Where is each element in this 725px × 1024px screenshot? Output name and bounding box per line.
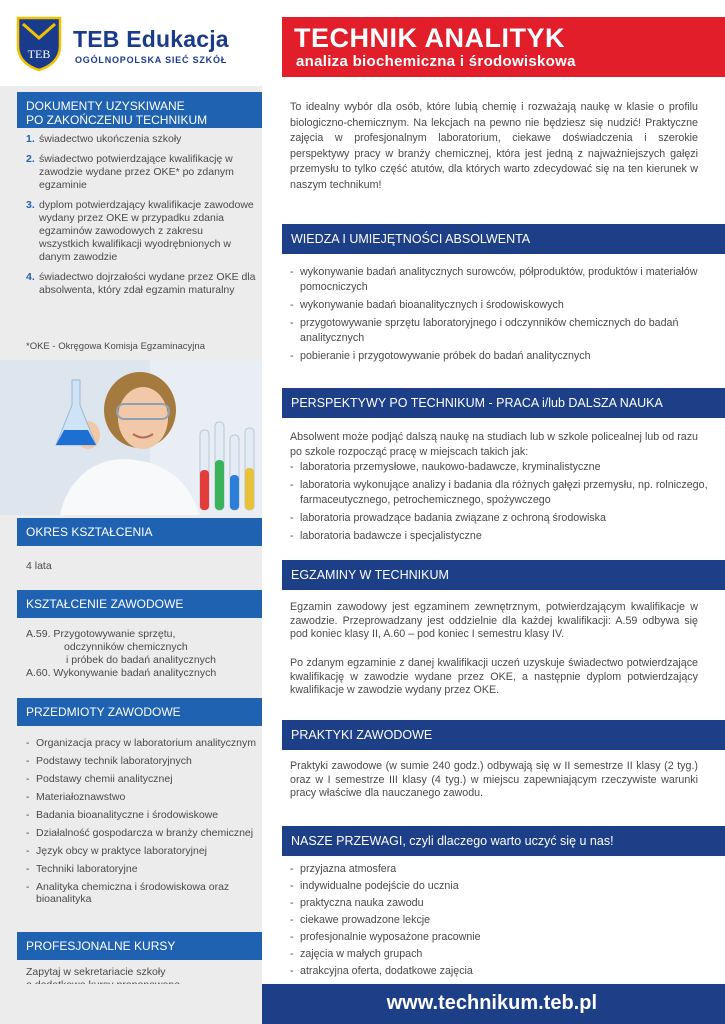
przewagi-heading: NASZE PRZEWAGI, czyli dlaczego warto uczyć się u nas! <box>282 826 725 856</box>
ksztalcenie-content <box>26 628 258 680</box>
title-band <box>282 17 725 77</box>
wiedza-list <box>290 265 710 367</box>
page-subtitle: analiza biochemiczna i środowiskowa <box>296 53 576 70</box>
logo-text: TEB <box>27 47 51 61</box>
list-item: 3. dyplom potwierdzający kwalifikacje zawodowe wydany przez OKE w przypadku zdania egzaminów zawodowych z zakresu wszystkich kwalifikacji wyodrębnionych w danym zawodzie <box>26 199 254 263</box>
perspektywy-heading: PERSPEKTYWY PO TECHNIKUM - PRACA i/lub DALSZA NAUKA <box>282 388 725 418</box>
list-item: - atrakcyjna oferta, dodatkowe zajęcia <box>290 964 710 979</box>
list-item: - laboratoria wykonujące analizy i badania dla różnych gałęzi przemysłu, np. rolniczego, farmaceutycznego, petrochemicznego, spożywczego <box>290 478 710 508</box>
egzaminy-heading: EGZAMINY W TECHNIKUM <box>282 560 725 590</box>
praktyki-heading: PRAKTYKI ZAWODOWE <box>282 720 725 750</box>
list-item: - profesjonalnie wyposażone pracownie <box>290 930 710 945</box>
egzaminy-paragraph-2: Po zdanym egzaminie z danej kwalifikacji uczeń uzyskuje świadectwo potwierdzające kwalifikację w zawodzie wydane przez OKE, a następnie dyplom potwierdzający kwalifikacje w zawodzie wydany przez OKE. <box>290 657 698 696</box>
egzaminy-paragraph-1: Egzamin zawodowy jest egzaminem zewnętrznym, potwierdzającym kwalifikacje w zawodzie. Przeprowadzany jest oddzielnie dla każdej kwalifikacji: A.59 odbywa się pod koniec klasy II, A.60 – pod koniec I semestru klasy IV. <box>290 601 698 640</box>
documents-heading-line1: DOKUMENTY UZYSKIWANE <box>26 99 185 113</box>
list-item: - Analityka chemiczna i środowiskowa oraz bioanalityka <box>26 881 258 905</box>
lab-scientist-illustration <box>0 360 262 515</box>
przedmioty-heading: PRZEDMIOTY ZAWODOWE <box>17 698 262 726</box>
website-link[interactable]: www.technikum.teb.pl <box>386 992 597 1014</box>
brand-name: TEB Edukacja <box>73 26 229 52</box>
list-item: - Język obcy w praktyce laboratoryjnej <box>26 845 258 857</box>
list-item: - praktyczna nauka zawodu <box>290 896 710 911</box>
list-item: - Działalność gospodarcza w branży chemicznej <box>26 827 258 839</box>
lab-photo <box>0 360 262 515</box>
list-item: - Techniki laboratoryjne <box>26 863 258 875</box>
list-item: - indywidualne podejście do ucznia <box>290 879 710 894</box>
list-item: - wykonywanie badań analitycznych surowców, półproduktów, produktów i materiałów pomocniczych <box>290 265 710 295</box>
brand-subtitle: OGÓLNOPOLSKA SIEĆ SZKÓŁ <box>75 55 228 65</box>
list-item: - wykonywanie badań bioanalitycznych i środowiskowych <box>290 298 710 313</box>
list-item: - Organizacja pracy w laboratorium analitycznym <box>26 737 258 749</box>
list-item: - przygotowywanie sprzętu laboratoryjnego i odczynników chemicznych do badań analitycznych <box>290 316 710 346</box>
kursy-line1: Zapytaj w sekretariacie szkoły <box>26 966 166 978</box>
qualification-a59-line2: odczynników chemicznych <box>64 641 188 653</box>
wiedza-heading: WIEDZA I UMIEJĘTNOŚCI ABSOLWENTA <box>282 224 725 254</box>
list-item: - ciekawe prowadzone lekcje <box>290 913 710 928</box>
list-item: - pobieranie i przygotowywanie próbek do badań analitycznych <box>290 349 710 364</box>
list-item: - laboratoria badawcze i specjalistyczne <box>290 529 710 544</box>
documents-heading-line2: PO ZAKOŃCZENIU TECHNIKUM <box>26 113 208 127</box>
kursy-heading: PROFESJONALNE KURSY <box>17 932 262 960</box>
shield-logo-icon <box>15 16 63 72</box>
list-item: 1. świadectwo ukończenia szkoły <box>26 133 182 145</box>
documents-list <box>26 133 256 304</box>
list-item: - laboratoria przemysłowe, naukowo-badawcze, kryminalistyczne <box>290 460 710 475</box>
logo[interactable] <box>15 16 265 76</box>
footer <box>262 984 725 1024</box>
header <box>0 0 725 86</box>
list-item: 2. świadectwo potwierdzające kwalifikację w zawodzie wydane przez OKE* po zdanym egzaminie <box>26 153 234 191</box>
perspektywy-intro: Absolwent może podjąć dalszą naukę na studiach lub w szkole policealnej lub od razu po szkole rozpocząć pracę w miejscach takich jak: <box>290 431 698 458</box>
page-title: TECHNIK ANALITYK <box>294 23 565 53</box>
perspektywy-list <box>290 460 710 547</box>
list-item: 4. świadectwo dojrzałości wydane przez OKE dla absolwenta, który zdał egzamin maturalny <box>26 271 256 296</box>
list-item: - Podstawy chemii analitycznej <box>26 773 258 785</box>
qualification-a60: A.60. Wykonywanie badań analitycznych <box>26 667 217 679</box>
list-item: - Podstawy technik laboratoryjnych <box>26 755 258 767</box>
list-item: - przyjazna atmosfera <box>290 862 710 877</box>
qualification-a59-line1: A.59. Przygotowywanie sprzętu, <box>26 628 176 640</box>
praktyki-paragraph: Praktyki zawodowe (w sumie 240 godz.) odbywają się w II semestrze II klasy (2 tyg.) oraz w I semestrze III klasy (4 tyg.) w miejscu zapewniającym rzeczywiste warunki pracy właściwe dla nauczanego zawodu. <box>290 760 698 799</box>
list-item: - Badania bioanalityczne i środowiskowe <box>26 809 258 821</box>
list-item: - zajęcia w małych grupach <box>290 947 710 962</box>
okres-value: 4 lata <box>26 560 52 572</box>
footer-left-panel <box>0 984 262 1024</box>
intro-paragraph: To idealny wybór dla osób, które lubią chemię i rozważają naukę w klasie o profilu biologiczno-chemicznym. Na lekcjach na pewno nie będziesz się nudzić! Praktyczne zajęcia w profesjonalnym laboratorium, ciekawe doświadczenia i szerokie perspektywy pracy w branży chemicznej, która jest jedną z najważniejszych gałęzi przemysłu to tylko część atutów, dla których warto zdecydować się na ten kierunek w naszym technikum! <box>290 101 698 191</box>
okres-heading: OKRES KSZTAŁCENIA <box>17 518 262 546</box>
list-item: - laboratoria prowadzące badania związane z ochroną środowiska <box>290 511 710 526</box>
oke-footnote: *OKE - Okręgowa Komisja Egzaminacyjna <box>26 341 205 352</box>
list-item: - Materiałoznawstwo <box>26 791 258 803</box>
przewagi-list <box>290 862 710 981</box>
documents-heading <box>17 92 262 128</box>
qualification-a59-line3: i próbek do badań analitycznych <box>66 654 217 666</box>
przedmioty-list <box>26 737 258 911</box>
ksztalcenie-heading: KSZTAŁCENIE ZAWODOWE <box>17 590 262 618</box>
